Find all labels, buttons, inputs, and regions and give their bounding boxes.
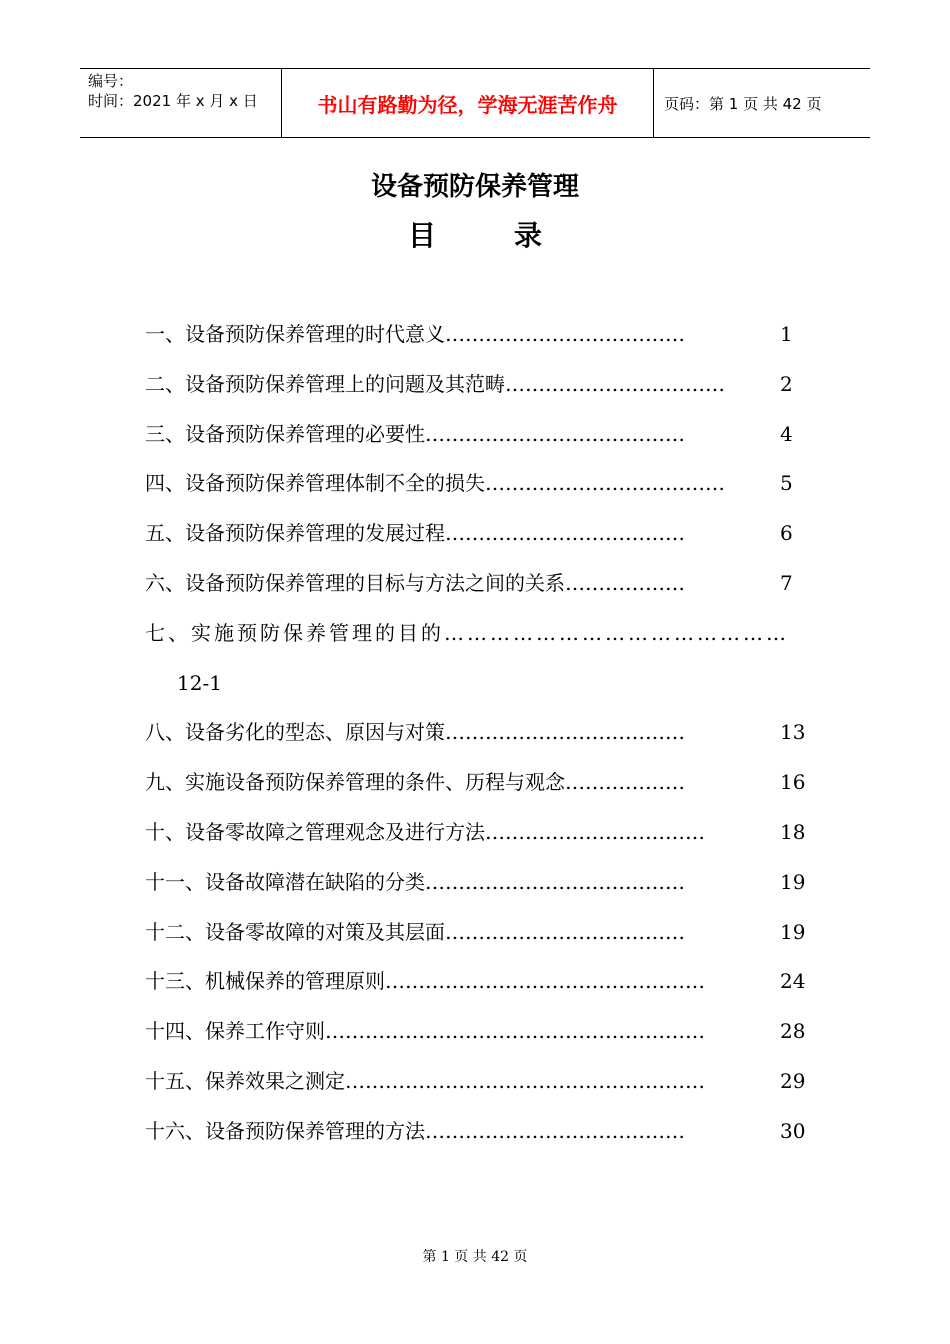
toc-entry-page: 6 xyxy=(780,521,793,546)
toc-entry[interactable] xyxy=(145,511,825,561)
number-label: 编号： xyxy=(88,72,134,90)
toc-entry[interactable] xyxy=(145,810,825,860)
toc-entry-text: 十四、保养工作守则………………………………………………… xyxy=(145,1019,705,1044)
toc-entry-text: 十二、设备零故障的对策及其层面……………………………… xyxy=(145,919,685,944)
toc-entry[interactable] xyxy=(145,959,825,1009)
header-motto: 书山有路勤为径，学海无涯苦作舟 xyxy=(282,69,654,137)
toc-entry-page: 7 xyxy=(780,570,793,595)
toc-entry-text: 十五、保养效果之测定……………………………………………… xyxy=(145,1068,705,1093)
toc-entry-page: 24 xyxy=(780,969,806,994)
toc-entry-page: 19 xyxy=(780,919,806,944)
toc-entry-page: 2 xyxy=(780,371,793,396)
toc-entry[interactable] xyxy=(145,1059,825,1109)
toc-entry-text: 九、实施设备预防保养管理的条件、历程与观念……………… xyxy=(145,770,685,795)
toc-entry-page: 5 xyxy=(780,471,793,496)
toc-entry-text: 十三、机械保养的管理原则………………………………………… xyxy=(145,969,705,994)
time-label: 时间：2021 年 x 月 x 日 xyxy=(88,92,258,110)
toc-entry-page: 1 xyxy=(780,322,793,346)
toc-heading-first: 目 xyxy=(407,219,436,252)
toc-entry[interactable] xyxy=(145,362,825,412)
toc-entry[interactable] xyxy=(145,910,825,960)
toc-entry[interactable] xyxy=(145,661,825,711)
toc-entry-page: 29 xyxy=(780,1068,806,1093)
toc-entry-text: 六、设备预防保养管理的目标与方法之间的关系……………… xyxy=(145,570,685,595)
toc-entry-page: 16 xyxy=(780,770,806,795)
toc-entry[interactable] xyxy=(145,611,825,661)
header-meta xyxy=(80,69,282,137)
table-of-contents xyxy=(145,312,825,1159)
toc-entry-text: 十一、设备故障潜在缺陷的分类………………………………… xyxy=(145,869,685,894)
toc-entry[interactable] xyxy=(145,760,825,810)
toc-entry[interactable] xyxy=(145,312,825,362)
toc-entry[interactable] xyxy=(145,561,825,611)
toc-entry-page: 30 xyxy=(780,1118,806,1143)
toc-entry-text: 12-1 xyxy=(177,670,222,695)
page-header xyxy=(80,68,870,138)
toc-heading xyxy=(0,214,950,254)
toc-entry-page: 4 xyxy=(780,421,793,446)
toc-entry-text: 十、设备零故障之管理观念及进行方法…………………………… xyxy=(145,819,705,844)
header-page-info: 页码：第 1 页 共 42 页 xyxy=(664,94,822,113)
toc-entry-page: 28 xyxy=(780,1019,806,1044)
toc-entry[interactable] xyxy=(145,412,825,462)
toc-entry[interactable] xyxy=(145,1009,825,1059)
toc-entry-text: 二、设备预防保养管理上的问题及其范畴…………………………… xyxy=(145,371,725,396)
document-title: 设备预防保养管理 xyxy=(370,172,579,202)
toc-entry-text: 一、设备预防保养管理的时代意义……………………………… xyxy=(145,322,685,346)
toc-entry-text: 五、设备预防保养管理的发展过程……………………………… xyxy=(145,521,685,546)
toc-entry[interactable] xyxy=(145,461,825,511)
toc-entry-text: 八、设备劣化的型态、原因与对策……………………………… xyxy=(145,720,685,745)
toc-entry[interactable] xyxy=(145,1109,825,1159)
toc-entry-page: 18 xyxy=(780,819,806,844)
toc-entry-text: 十六、设备预防保养管理的方法………………………………… xyxy=(145,1118,685,1143)
toc-entry-text: 四、设备预防保养管理体制不全的损失……………………………… xyxy=(145,471,725,496)
toc-entry[interactable] xyxy=(145,710,825,760)
toc-entry-page: 19 xyxy=(780,869,806,894)
toc-entry-page: 13 xyxy=(780,720,806,745)
toc-entry[interactable] xyxy=(145,860,825,910)
page-footer: 第 1 页 共 42 页 xyxy=(422,1249,528,1265)
toc-entry-text: 三、设备预防保养管理的必要性………………………………… xyxy=(145,421,685,446)
toc-entry-text: 七、实施预防保养管理的目的……………………………………… xyxy=(145,620,789,645)
toc-heading-second: 录 xyxy=(514,219,543,252)
